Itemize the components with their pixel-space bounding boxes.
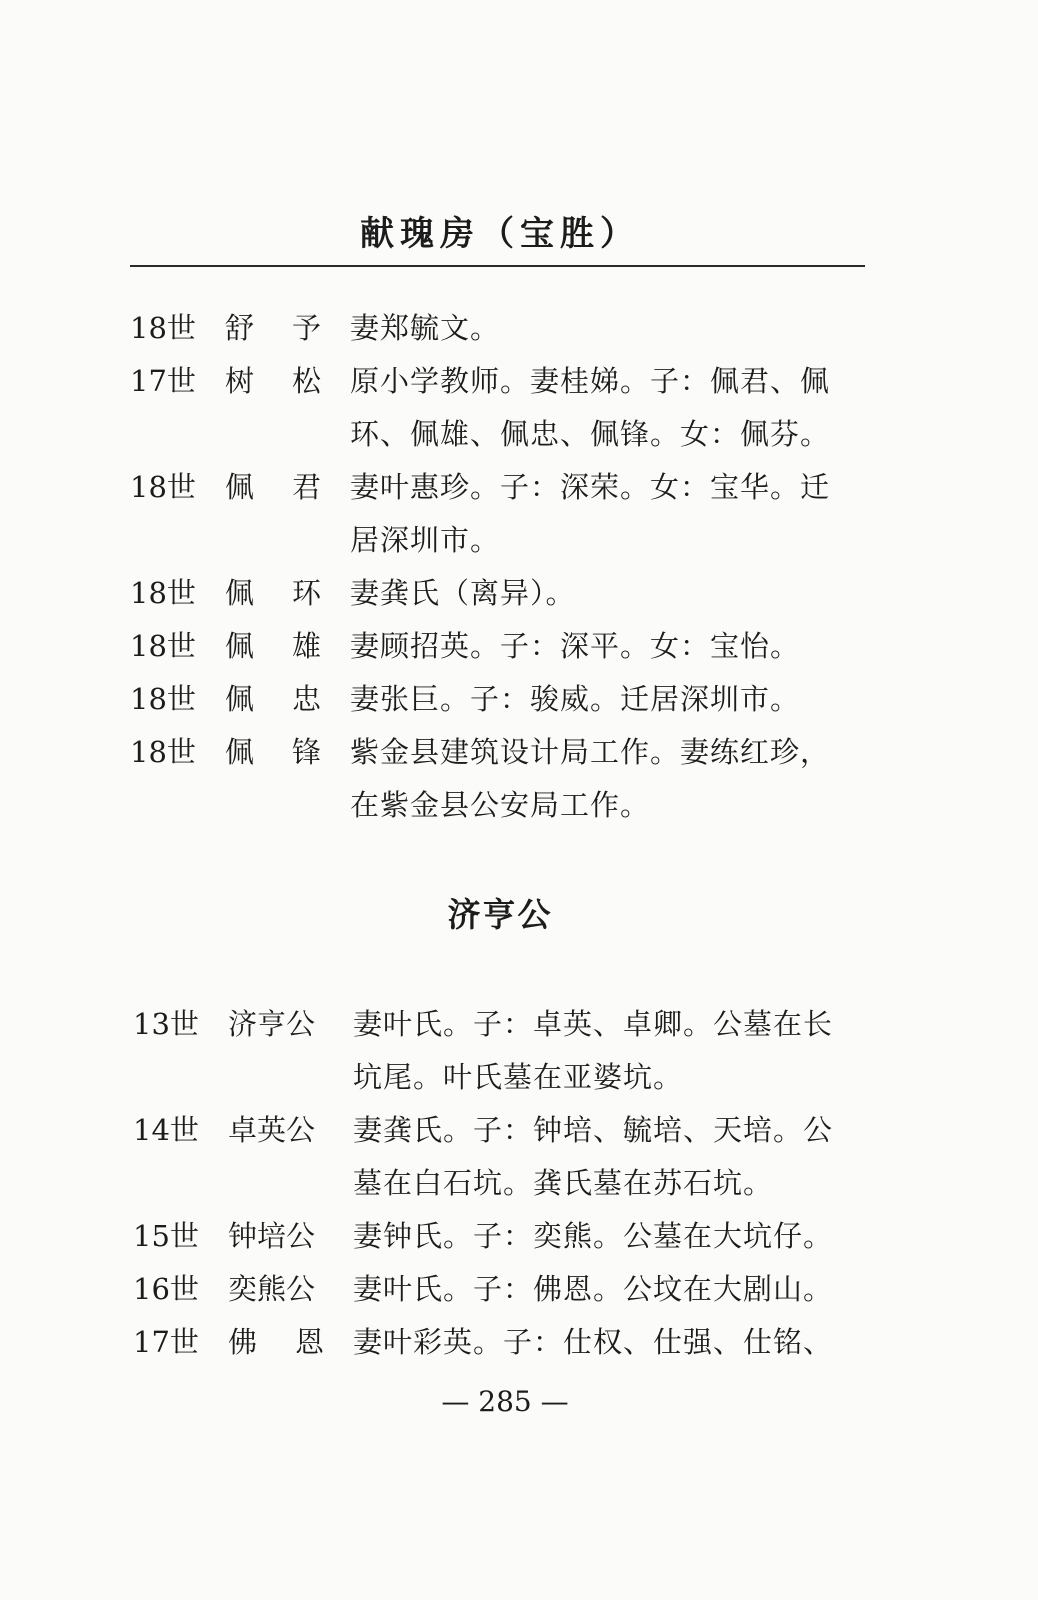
name-char: 环 [291,576,321,610]
description-line: 妻顾招英。子：深平。女：宝怡。 [350,629,801,663]
description-line: 妻龚氏。子：钟培、毓培、天培。公 [353,1113,834,1147]
name-char: 忠 [291,682,321,716]
name-char: 佩 [225,629,255,663]
generation-label: 16世 [133,1272,199,1306]
description-line: 居深圳市。 [350,523,501,557]
person-name: 钟培公 [228,1219,316,1253]
entry-description [350,620,870,673]
person-name [225,461,321,514]
entry-row [130,620,870,673]
name-char: 锋 [291,735,321,769]
name-char: 松 [291,364,321,398]
entry-description [350,302,870,355]
name-char: 佩 [225,682,255,716]
entry-row [130,567,870,620]
person-name: 济亨公 [228,1007,316,1041]
generation-label: 18世 [130,629,196,663]
entry-description [350,461,870,567]
generation-label: 18世 [130,576,196,610]
name-char: 恩 [294,1325,324,1359]
genealogy-block-2 [133,998,873,1369]
person-name [225,302,321,355]
entry-row [133,1263,873,1316]
person-name [225,673,321,726]
person-name [225,620,321,673]
entry-row [130,302,870,355]
generation-label: 18世 [130,735,196,769]
description-line: 紫金县建筑设计局工作。妻练红珍， [350,735,831,769]
description-line: 环、佩雄、佩忠、佩锋。女：佩芬。 [350,417,831,451]
entry-description [353,998,873,1104]
description-line: 妻叶惠珍。子：深荣。女：宝华。迁 [350,470,831,504]
generation-label: 14世 [133,1113,199,1147]
page-number: — 285 — [441,1385,569,1418]
name-char: 雄 [291,629,321,663]
running-header-title: 献瑰房（宝胜） [360,214,640,254]
generation-label: 18世 [130,470,196,504]
description-line: 坑尾。叶氏墓在亚婆坑。 [353,1060,684,1094]
generation-label: 13世 [133,1007,199,1041]
generation-label: 15世 [133,1219,199,1253]
generation-label: 18世 [130,682,196,716]
entry-row [133,1104,873,1210]
description-line: 妻张巨。子：骏威。迁居深圳市。 [350,682,801,716]
name-char: 佛 [228,1325,258,1359]
entry-description [353,1316,873,1369]
entry-row [130,355,870,461]
description-line: 妻叶氏。子：佛恩。公坟在大剧山。 [353,1272,834,1306]
name-char: 舒 [225,311,255,345]
entry-row [133,1210,873,1263]
description-line: 妻郑毓文。 [350,311,501,345]
person-name: 卓英公 [228,1113,316,1147]
description-line: 妻叶彩英。子：仕权、仕强、仕铭、 [353,1325,834,1359]
entry-description [350,355,870,461]
entry-description [350,726,870,832]
section-heading: 济亨公 [447,895,553,934]
generation-label: 17世 [133,1325,199,1359]
person-name [225,355,321,408]
entry-row [130,673,870,726]
description-line: 在紫金县公安局工作。 [350,788,651,822]
description-line: 墓在白石坑。龚氏墓在苏石坑。 [353,1166,774,1200]
entry-description [353,1263,873,1316]
entry-description [350,567,870,620]
generation-label: 18世 [130,311,196,345]
description-line: 妻钟氏。子：奕熊。公墓在大坑仔。 [353,1219,834,1253]
entry-description [353,1210,873,1263]
generation-label: 17世 [130,364,196,398]
description-line: 妻龚氏（离异）。 [350,576,576,610]
genealogy-block-1 [130,302,870,832]
entry-row [133,1316,873,1369]
description-line: 妻叶氏。子：卓英、卓卿。公墓在长 [353,1007,834,1041]
description-line: 原小学教师。妻桂娣。子：佩君、佩 [350,364,831,398]
entry-row [130,726,870,832]
entry-description [350,673,870,726]
name-char: 树 [225,364,255,398]
header-rule [130,265,865,267]
entry-row [133,998,873,1104]
name-char: 君 [291,470,321,504]
person-name [225,726,321,779]
name-char: 佩 [225,735,255,769]
name-char: 佩 [225,470,255,504]
name-char: 佩 [225,576,255,610]
person-name: 奕熊公 [228,1272,316,1306]
entry-row [130,461,870,567]
name-char: 予 [291,311,321,345]
entry-description [353,1104,873,1210]
person-name [228,1316,324,1369]
person-name [225,567,321,620]
